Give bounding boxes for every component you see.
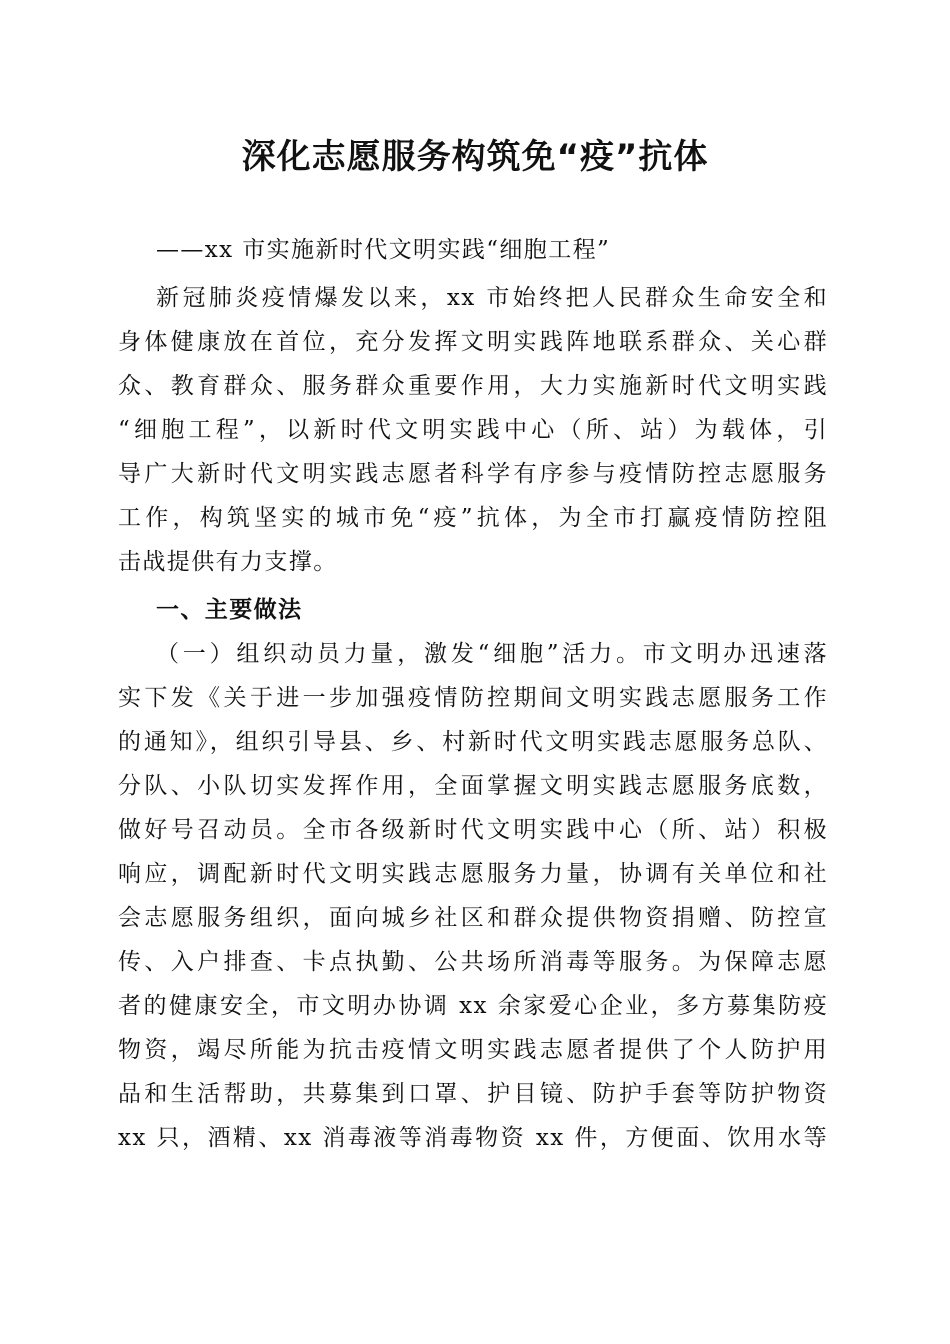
paragraph-line: xx 只，酒精、xx 消毒液等消毒物资 xx 件，方便面、饮用水等 [118, 1125, 828, 1151]
document-title: 深化志愿服务构筑免“疫”抗体 [241, 137, 709, 177]
paragraph-line: 会志愿服务组织，面向城乡社区和群众提供物资捐赠、防控宣 [118, 905, 828, 931]
paragraph-line: 分队、小队切实发挥作用，全面掌握文明实践志愿服务底数， [118, 773, 828, 799]
paragraph-line: 传、入户排查、卡点执勤、公共场所消毒等服务。为保障志愿 [118, 949, 828, 975]
paragraph-line: 响应，调配新时代文明实践志愿服务力量，协调有关单位和社 [118, 861, 828, 887]
section-heading: 一、主要做法 [156, 597, 303, 623]
paragraph-line: 导广大新时代文明实践志愿者科学有序参与疫情防控志愿服务 [118, 461, 828, 487]
paragraph-line: 者的健康安全，市文明办协调 xx 余家爱心企业，多方募集防疫 [118, 993, 828, 1019]
document-subtitle: ——xx 市实施新时代文明实践“细胞工程” [156, 237, 611, 263]
paragraph-line: （一）组织动员力量，激发“细胞”活力。市文明办迅速落 [156, 641, 828, 667]
paragraph-line: 实下发《关于进一步加强疫情防控期间文明实践志愿服务工作 [118, 685, 828, 711]
paragraph-line: 物资，竭尽所能为抗击疫情文明实践志愿者提供了个人防护用 [118, 1037, 828, 1063]
paragraph-line: 工作，构筑坚实的城市免“疫”抗体，为全市打赢疫情防控阻 [118, 505, 828, 531]
paragraph-line: 的通知》，组织引导县、乡、村新时代文明实践志愿服务总队、 [118, 729, 828, 755]
paragraph-line: 身体健康放在首位，充分发挥文明实践阵地联系群众、关心群 [118, 329, 828, 355]
paragraph-line: 品和生活帮助，共募集到口罩、护目镜、防护手套等防护物资 [118, 1081, 828, 1107]
paragraph-line: 击战提供有力支撑。 [118, 549, 338, 575]
paragraph-line: 众、教育群众、服务群众重要作用，大力实施新时代文明实践 [118, 373, 828, 399]
paragraph-line: “细胞工程”，以新时代文明实践中心（所、站）为载体，引 [118, 417, 828, 443]
paragraph-line: 做好号召动员。全市各级新时代文明实践中心（所、站）积极 [118, 817, 828, 843]
paragraph-line: 新冠肺炎疫情爆发以来，xx 市始终把人民群众生命安全和 [156, 285, 828, 311]
